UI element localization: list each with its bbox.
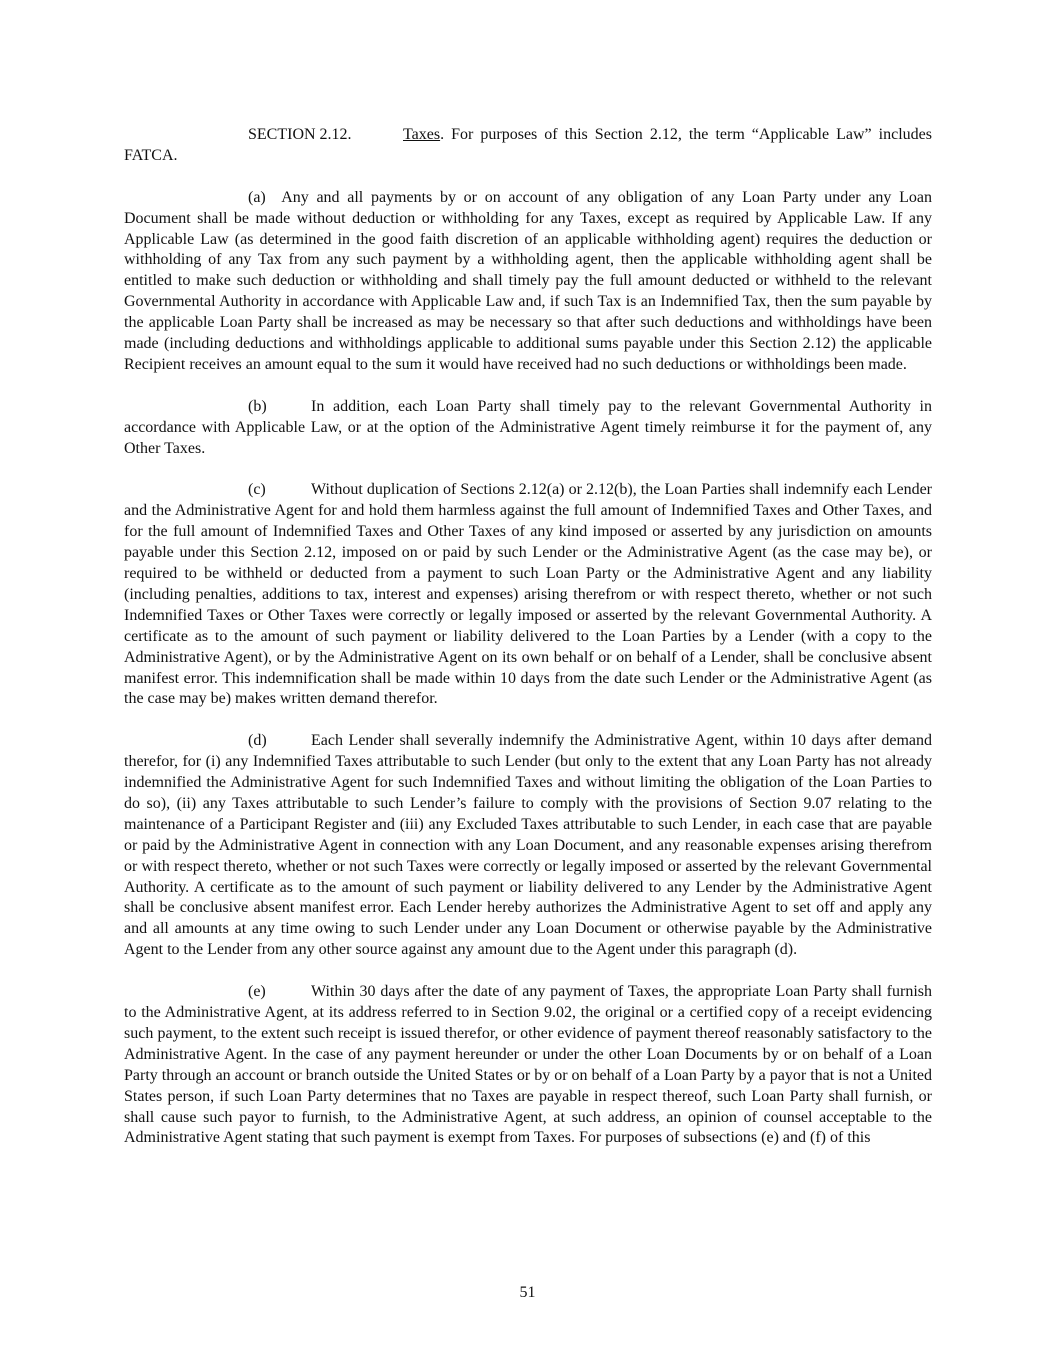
paragraph-c-label: (c) (248, 481, 266, 499)
paragraph-c-text: Without duplication of Sections 2.12(a) or 2.12(b), the Loan Parties shall indemnify each Lender and the Administrative Agent for and hold them harmless against the full amount of Indemnified Taxes and Other Taxes, and for the full amount of Indemnified Taxes and Other Taxes of any kind imposed or asserted by any jurisdiction on amounts payable under this Section 2.12, imposed on or paid by such Lender or the Administrative Agent (as the case may be), or required to be withheld or deducted from a payment to such Loan Party or the Administrative Agent and any liability (including penalties, additions to tax, interest and expenses) arising therefrom or with respect thereto, whether or not such Indemnified Taxes or Other Taxes were correctly or legally imposed or asserted by the relevant Governmental Authority. A certificate as to the amount of such payment or liability delivered to the Loan Parties by a Lender (with a copy to the Administrative Agent), or by the Administrative Agent on its own behalf or on behalf of a Lender, shall be conclusive absent manifest error. This indemnification shall be made within 10 days from the date such Lender or the Administrative Agent (as the case may be) makes written demand therefor. (124, 481, 932, 708)
paragraph-d-text: Each Lender shall severally indemnify the Administrative Agent, within 10 days after demand therefor, for (i) any Indemnified Taxes attributable to such Lender (but only to the extent that any Loan Party has not already indemnified the Administrative Agent for such Indemnified Taxes and without limiting the obligation of the Loan Parties to do so), (ii) any Taxes attributable to such Lender’s failure to comply with the provisions of Section 9.07 relating to the maintenance of a Participant Register and (iii) any Excluded Taxes attributable to such Lender, in each case that are payable or paid by the Administrative Agent in connection with any Loan Document, and any reasonable expenses arising therefrom or with respect thereto, whether or not such Taxes were correctly or legally imposed or asserted by the relevant Governmental Authority. A certificate as to the amount of such payment or liability delivered to any Lender by the Administrative Agent shall be conclusive absent manifest error. Each Lender hereby authorizes the Administrative Agent to set off and apply any and all amounts at any time owing to such Lender under any Loan Document or otherwise payable by the Administrative Agent to the Lender from any other source against any amount due to the Agent under this paragraph (d). (124, 732, 932, 959)
paragraph-d-label: (d) (248, 732, 267, 750)
section-intro: . For purposes of this Section 2.12, the term “Applicable Law” includes FATCA. (124, 126, 932, 164)
paragraph-a-label: (a) (248, 188, 266, 206)
section-title: Taxes (403, 126, 441, 143)
paragraph-b (124, 397, 932, 460)
paragraph-e-label: (e) (248, 983, 266, 1001)
paragraph-e (124, 982, 932, 1149)
page-number: 51 (519, 1284, 536, 1301)
paragraph-b-label: (b) (248, 397, 267, 415)
document-page (124, 125, 932, 1170)
paragraph-a (124, 188, 932, 376)
paragraph-b-text: In addition, each Loan Party shall timely pay to the relevant Governmental Authority in accordance with Applicable Law, or at the option of the Administrative Agent timely reimburse it for the payment of, any Other Taxes. (124, 397, 932, 457)
paragraph-d (124, 731, 932, 961)
paragraph-a-text: Any and all payments by or on account of any obligation of any Loan Party under any Loan Document shall be made without deduction or withholding for any Taxes, except as required by Applicable Law. If any Applicable Law (as determined in the good faith discretion of an applicable withholding agent) requires the deduction or withholding of any Tax from any such payment by a withholding agent, then the applicable withholding agent shall be entitled to make such deduction or withholding and shall timely pay the full amount deducted or withheld to the relevant Governmental Authority in accordance with Applicable Law and, if such Tax is an Indemnified Tax, then the sum payable by the applicable Loan Party shall be increased as may be necessary so that after such deductions and withholdings have been made (including deductions and withholdings applicable to additional sums payable under this Section 2.12) the applicable Recipient receives an amount equal to the sum it would have received had no such deductions or withholdings been made. (124, 188, 933, 373)
paragraph-c (124, 480, 932, 710)
section-number: SECTION 2.12. (248, 126, 352, 143)
section-heading-paragraph (124, 125, 932, 167)
paragraph-e-text: Within 30 days after the date of any payment of Taxes, the appropriate Loan Party shall furnish to the Administrative Agent, at its address referred to in Section 9.02, the original or a certified copy of a receipt evidencing such payment, to the extent such receipt is issued therefor, or other evidence of payment thereof reasonably satisfactory to the Administrative Agent. In the case of any payment hereunder or under the other Loan Documents by or on behalf of a Loan Party through an account or branch outside the United States or by or on behalf of a Loan Party by a payor that is not a United States person, if such Loan Party determines that no Taxes are payable in respect thereof, such Loan Party shall furnish, or shall cause such payor to furnish, to the Administrative Agent, at such address, an opinion of counsel acceptable to the Administrative Agent stating that such payment is exempt from Taxes. For purposes of subsections (e) and (f) of this (124, 983, 932, 1147)
